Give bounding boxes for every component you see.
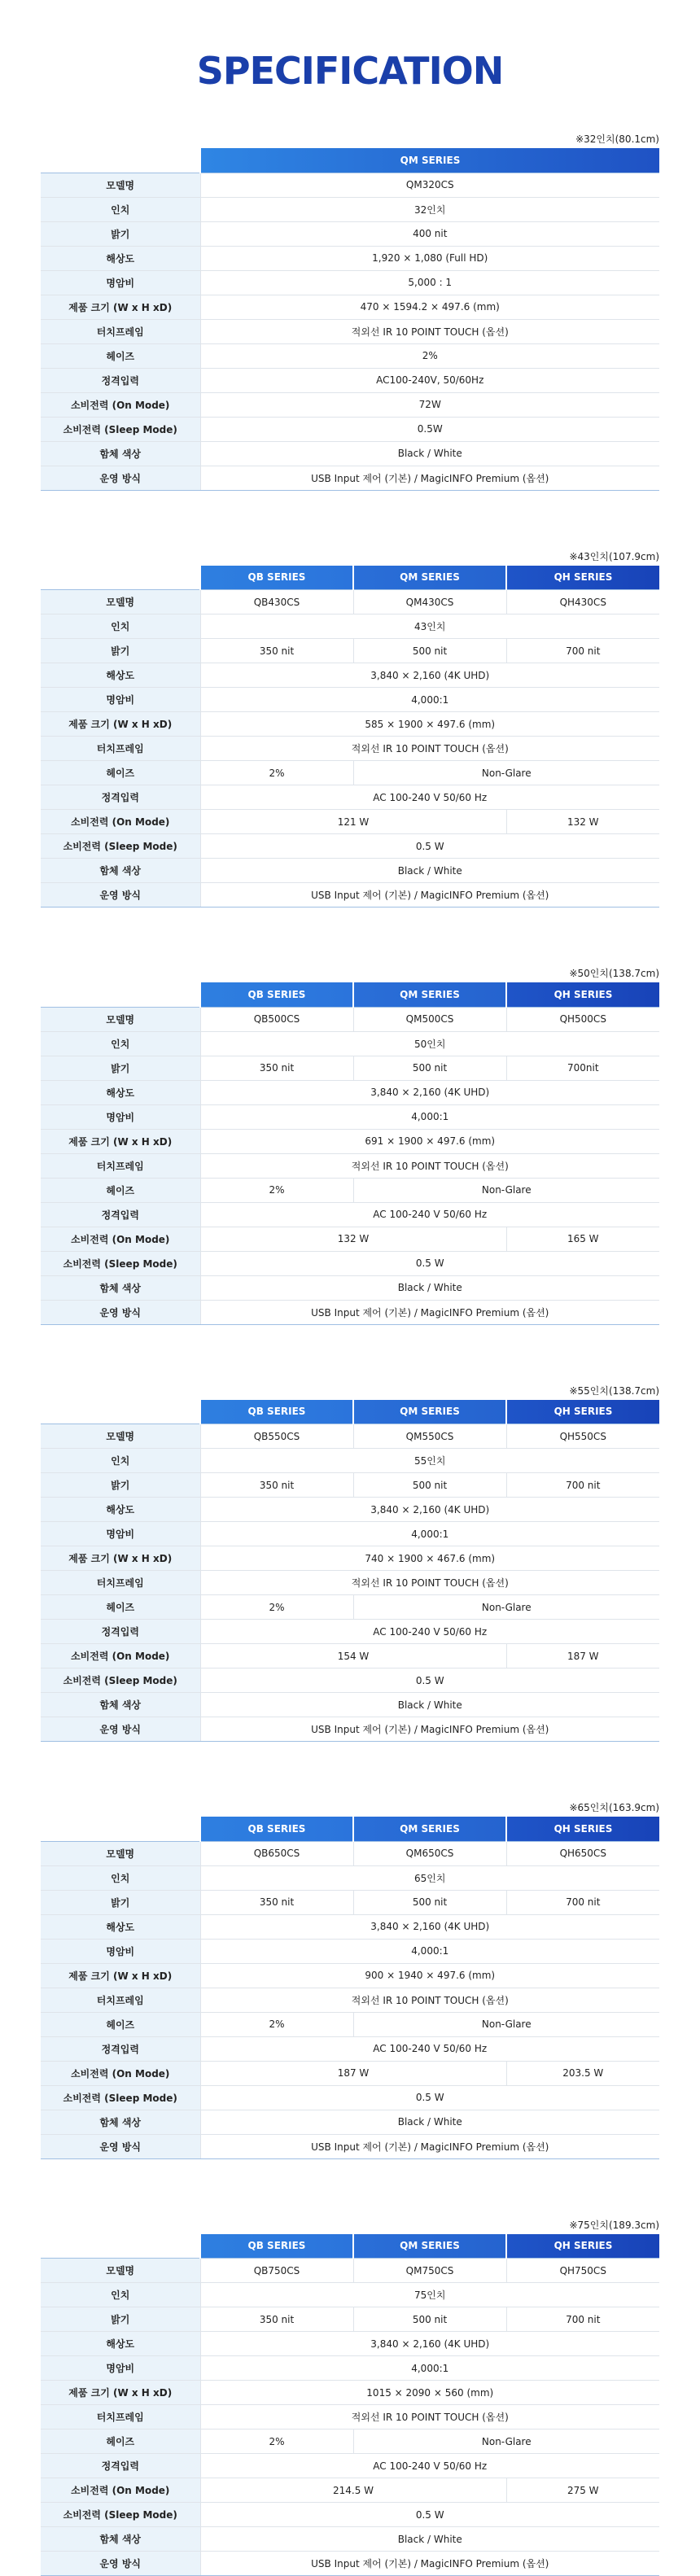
row-label: 헤이즈 <box>41 2012 200 2036</box>
cell-value: 350 nit <box>200 1056 353 1080</box>
cell-value: QB430CS <box>200 590 353 614</box>
header-blank <box>41 1817 200 1841</box>
cell-value: 2% <box>200 1595 353 1620</box>
cell-value: USB Input 제어 (기본) / MagicINFO Premium (옵션) <box>200 1300 659 1324</box>
series-header-qb: QB SERIES <box>200 1817 353 1841</box>
row-label: 함체 색상 <box>41 1693 200 1717</box>
row-label: 모델명 <box>41 1841 200 1865</box>
row-label: 터치프레임 <box>41 1153 200 1178</box>
row-label: 해상도 <box>41 663 200 688</box>
row-label: 함체 색상 <box>41 1275 200 1300</box>
series-header-qb: QB SERIES <box>200 566 353 590</box>
row-label: 모델명 <box>41 1007 200 1031</box>
cell-value: 700nit <box>506 1056 659 1080</box>
spec-table <box>41 566 659 908</box>
row-label: 인치 <box>41 614 200 639</box>
cell-value: USB Input 제어 (기본) / MagicINFO Premium (옵션) <box>200 466 659 490</box>
cell-value: 165 W <box>506 1227 659 1251</box>
row-label: 소비전력 (On Mode) <box>41 810 200 834</box>
cell-value: 132 W <box>200 1227 506 1251</box>
row-label: 헤이즈 <box>41 761 200 785</box>
cell-value: 187 W <box>506 1644 659 1668</box>
row-label: 제품 크기 (W x H xD) <box>41 295 200 319</box>
cell-value: 3,840 × 2,160 (4K UHD) <box>200 2332 659 2356</box>
cell-value: QH650CS <box>506 1841 659 1865</box>
row-label: 명암비 <box>41 1522 200 1546</box>
row-label: 소비전력 (Sleep Mode) <box>41 1251 200 1275</box>
spec-section-32 <box>0 130 700 491</box>
series-header-qb: QB SERIES <box>200 1400 353 1424</box>
cell-value: 691 × 1900 × 497.6 (mm) <box>200 1129 659 1153</box>
cell-value: 72W <box>200 392 659 417</box>
spec-table <box>41 148 659 491</box>
row-label: 소비전력 (Sleep Mode) <box>41 2503 200 2527</box>
cell-value: USB Input 제어 (기본) / MagicINFO Premium (옵션) <box>200 2552 659 2576</box>
cell-value: 적외선 IR 10 POINT TOUCH (옵션) <box>200 319 659 343</box>
series-header-qm: QM SERIES <box>353 566 506 590</box>
cell-value: Non-Glare <box>353 1595 659 1620</box>
row-label: 명암비 <box>41 2356 200 2381</box>
row-label: 밝기 <box>41 1056 200 1080</box>
row-label: 소비전력 (Sleep Mode) <box>41 1668 200 1693</box>
cell-value: 4,000:1 <box>200 1522 659 1546</box>
cell-value: Black / White <box>200 2527 659 2552</box>
cell-value: 75인치 <box>200 2283 659 2307</box>
cell-value: 154 W <box>200 1644 506 1668</box>
row-label: 터치프레임 <box>41 2405 200 2429</box>
page-title: SPECIFICATION <box>0 0 700 130</box>
row-label: 명암비 <box>41 688 200 712</box>
cell-value: 적외선 IR 10 POINT TOUCH (옵션) <box>200 737 659 761</box>
spec-section <box>0 964 700 1325</box>
row-label: 소비전력 (On Mode) <box>41 2061 200 2085</box>
row-label: 소비전력 (On Mode) <box>41 1644 200 1668</box>
cell-value: 350 nit <box>200 2307 353 2332</box>
row-label: 정격입력 <box>41 2036 200 2061</box>
size-note: ※65인치(163.9cm) <box>41 1799 659 1817</box>
row-label: 헤이즈 <box>41 343 200 368</box>
row-label: 소비전력 (On Mode) <box>41 1227 200 1251</box>
row-label: 소비전력 (On Mode) <box>41 392 200 417</box>
cell-value: 500 nit <box>353 1056 506 1080</box>
cell-value: 적외선 IR 10 POINT TOUCH (옵션) <box>200 1988 659 2012</box>
series-header-qh: QH SERIES <box>506 1817 659 1841</box>
header-blank <box>41 2234 200 2259</box>
cell-value: Black / White <box>200 441 659 466</box>
cell-value: 2% <box>200 1178 353 1202</box>
section-gap <box>0 2159 700 2216</box>
cell-value: Black / White <box>200 1693 659 1717</box>
row-label: 밝기 <box>41 1473 200 1498</box>
row-label: 해상도 <box>41 246 200 270</box>
cell-value: 132 W <box>506 810 659 834</box>
row-label: 정격입력 <box>41 368 200 392</box>
cell-value: QM650CS <box>353 1841 506 1865</box>
spec-section <box>0 548 700 908</box>
cell-value: AC 100-240 V 50/60 Hz <box>200 785 659 810</box>
cell-value: AC 100-240 V 50/60 Hz <box>200 2036 659 2061</box>
cell-value: 0.5 W <box>200 834 659 859</box>
size-note: ※75인치(189.3cm) <box>41 2216 659 2234</box>
row-label: 해상도 <box>41 2332 200 2356</box>
row-label: 정격입력 <box>41 1620 200 1644</box>
cell-value: Black / White <box>200 2110 659 2134</box>
spec-table <box>41 1817 659 2159</box>
series-header-qh: QH SERIES <box>506 566 659 590</box>
row-label: 터치프레임 <box>41 1988 200 2012</box>
series-header-qm: QM SERIES <box>353 2234 506 2259</box>
cell-value: 1,920 × 1,080 (Full HD) <box>200 246 659 270</box>
spec-table <box>41 2234 659 2576</box>
cell-value: 121 W <box>200 810 506 834</box>
row-label: 함체 색상 <box>41 2110 200 2134</box>
size-note: ※32인치(80.1cm) <box>41 130 659 148</box>
cell-value: Non-Glare <box>353 2012 659 2036</box>
size-note: ※50인치(138.7cm) <box>41 964 659 982</box>
row-label: 정격입력 <box>41 785 200 810</box>
row-label: 운영 방식 <box>41 883 200 908</box>
cell-value: 2% <box>200 2429 353 2454</box>
series-header-qm: QM SERIES <box>353 1817 506 1841</box>
series-header-qh: QH SERIES <box>506 1400 659 1424</box>
row-label: 운영 방식 <box>41 466 200 490</box>
row-label: 모델명 <box>41 1424 200 1449</box>
cell-value: 적외선 IR 10 POINT TOUCH (옵션) <box>200 2405 659 2429</box>
spec-table <box>41 982 659 1325</box>
row-label: 명암비 <box>41 1939 200 1963</box>
cell-value: 400 nit <box>200 221 659 246</box>
cell-value: QB750CS <box>200 2259 353 2283</box>
row-label: 인치 <box>41 197 200 221</box>
row-label: 해상도 <box>41 1498 200 1522</box>
cell-value: Black / White <box>200 859 659 883</box>
row-label: 소비전력 (On Mode) <box>41 2478 200 2503</box>
row-label: 제품 크기 (W x H xD) <box>41 712 200 737</box>
row-label: 제품 크기 (W x H xD) <box>41 1963 200 1988</box>
spec-section <box>0 1799 700 2159</box>
cell-value: 470 × 1594.2 × 497.6 (mm) <box>200 295 659 319</box>
cell-value: 214.5 W <box>200 2478 506 2503</box>
series-header-qb: QB SERIES <box>200 982 353 1007</box>
cell-value: 43인치 <box>200 614 659 639</box>
cell-value: QB500CS <box>200 1007 353 1031</box>
row-label: 운영 방식 <box>41 1717 200 1742</box>
header-blank <box>41 148 200 173</box>
spec-section <box>0 1382 700 1743</box>
cell-value: AC 100-240 V 50/60 Hz <box>200 1202 659 1227</box>
spec-section <box>0 2216 700 2576</box>
cell-value: 0.5 W <box>200 2503 659 2527</box>
cell-value: 55인치 <box>200 1449 659 1473</box>
cell-value: 740 × 1900 × 467.6 (mm) <box>200 1546 659 1571</box>
series-header-qm: QM SERIES <box>353 1400 506 1424</box>
cell-value: QM500CS <box>353 1007 506 1031</box>
cell-value: 3,840 × 2,160 (4K UHD) <box>200 1080 659 1104</box>
row-label: 인치 <box>41 1031 200 1056</box>
row-label: 모델명 <box>41 590 200 614</box>
row-label: 밝기 <box>41 639 200 663</box>
cell-value: AC 100-240 V 50/60 Hz <box>200 1620 659 1644</box>
row-label: 헤이즈 <box>41 2429 200 2454</box>
row-label: 명암비 <box>41 270 200 295</box>
cell-value: 350 nit <box>200 1890 353 1914</box>
cell-value: 0.5 W <box>200 1668 659 1693</box>
cell-value: 3,840 × 2,160 (4K UHD) <box>200 1914 659 1939</box>
cell-value: 2% <box>200 761 353 785</box>
cell-value: 5,000 : 1 <box>200 270 659 295</box>
row-label: 헤이즈 <box>41 1595 200 1620</box>
cell-value: QH750CS <box>506 2259 659 2283</box>
section-gap <box>0 1742 700 1799</box>
row-label: 명암비 <box>41 1104 200 1129</box>
row-label: 터치프레임 <box>41 319 200 343</box>
spec-table <box>41 1400 659 1743</box>
series-header-qm: QM SERIES <box>353 982 506 1007</box>
cell-value: Non-Glare <box>353 761 659 785</box>
cell-value: Non-Glare <box>353 2429 659 2454</box>
cell-value: 적외선 IR 10 POINT TOUCH (옵션) <box>200 1571 659 1595</box>
row-label: 해상도 <box>41 1080 200 1104</box>
size-note: ※55인치(138.7cm) <box>41 1382 659 1400</box>
size-note: ※43인치(107.9cm) <box>41 548 659 566</box>
row-label: 함체 색상 <box>41 859 200 883</box>
cell-value: USB Input 제어 (기본) / MagicINFO Premium (옵션) <box>200 1717 659 1742</box>
row-label: 운영 방식 <box>41 2552 200 2576</box>
cell-value: Black / White <box>200 1275 659 1300</box>
row-label: 인치 <box>41 1865 200 1890</box>
row-label: 인치 <box>41 2283 200 2307</box>
cell-value: 4,000:1 <box>200 688 659 712</box>
row-label: 밝기 <box>41 221 200 246</box>
cell-value: 0.5W <box>200 417 659 441</box>
cell-value: 500 nit <box>353 639 506 663</box>
series-header-qh: QH SERIES <box>506 2234 659 2259</box>
row-label: 소비전력 (Sleep Mode) <box>41 2085 200 2110</box>
cell-value: 700 nit <box>506 1473 659 1498</box>
cell-value: 32인치 <box>200 197 659 221</box>
row-label: 인치 <box>41 1449 200 1473</box>
row-label: 모델명 <box>41 2259 200 2283</box>
row-label: 헤이즈 <box>41 1178 200 1202</box>
cell-value: 3,840 × 2,160 (4K UHD) <box>200 663 659 688</box>
cell-value: 1015 × 2090 × 560 (mm) <box>200 2381 659 2405</box>
cell-value: 585 × 1900 × 497.6 (mm) <box>200 712 659 737</box>
cell-value: QH550CS <box>506 1424 659 1449</box>
cell-value: QM320CS <box>200 173 659 197</box>
header-blank <box>41 982 200 1007</box>
cell-value: QH430CS <box>506 590 659 614</box>
cell-value: QH500CS <box>506 1007 659 1031</box>
series-header: QM SERIES <box>200 148 659 173</box>
row-label: 터치프레임 <box>41 1571 200 1595</box>
cell-value: 500 nit <box>353 1890 506 1914</box>
row-label: 소비전력 (Sleep Mode) <box>41 834 200 859</box>
cell-value: AC 100-240 V 50/60 Hz <box>200 2454 659 2478</box>
cell-value: Non-Glare <box>353 1178 659 1202</box>
row-label: 모델명 <box>41 173 200 197</box>
cell-value: 500 nit <box>353 1473 506 1498</box>
row-label: 제품 크기 (W x H xD) <box>41 1546 200 1571</box>
cell-value: 350 nit <box>200 639 353 663</box>
cell-value: QB650CS <box>200 1841 353 1865</box>
cell-value: USB Input 제어 (기본) / MagicINFO Premium (옵션) <box>200 2134 659 2158</box>
header-blank <box>41 566 200 590</box>
cell-value: USB Input 제어 (기본) / MagicINFO Premium (옵션) <box>200 883 659 908</box>
row-label: 제품 크기 (W x H xD) <box>41 2381 200 2405</box>
header-blank <box>41 1400 200 1424</box>
cell-value: QB550CS <box>200 1424 353 1449</box>
row-label: 터치프레임 <box>41 737 200 761</box>
row-label: 정격입력 <box>41 1202 200 1227</box>
section-gap <box>0 491 700 548</box>
row-label: 밝기 <box>41 1890 200 1914</box>
cell-value: 2% <box>200 343 659 368</box>
cell-value: QM550CS <box>353 1424 506 1449</box>
cell-value: 2% <box>200 2012 353 2036</box>
cell-value: AC100-240V, 50/60Hz <box>200 368 659 392</box>
cell-value: 0.5 W <box>200 1251 659 1275</box>
row-label: 함체 색상 <box>41 441 200 466</box>
cell-value: 187 W <box>200 2061 506 2085</box>
row-label: 해상도 <box>41 1914 200 1939</box>
cell-value: 4,000:1 <box>200 1939 659 1963</box>
section-gap <box>0 1325 700 1382</box>
cell-value: 700 nit <box>506 2307 659 2332</box>
row-label: 정격입력 <box>41 2454 200 2478</box>
cell-value: 275 W <box>506 2478 659 2503</box>
series-header-qh: QH SERIES <box>506 982 659 1007</box>
section-gap <box>0 908 700 964</box>
cell-value: 3,840 × 2,160 (4K UHD) <box>200 1498 659 1522</box>
cell-value: 50인치 <box>200 1031 659 1056</box>
row-label: 소비전력 (Sleep Mode) <box>41 417 200 441</box>
cell-value: 500 nit <box>353 2307 506 2332</box>
row-label: 밝기 <box>41 2307 200 2332</box>
series-header-qb: QB SERIES <box>200 2234 353 2259</box>
cell-value: 700 nit <box>506 1890 659 1914</box>
cell-value: 700 nit <box>506 639 659 663</box>
cell-value: 65인치 <box>200 1865 659 1890</box>
row-label: 제품 크기 (W x H xD) <box>41 1129 200 1153</box>
cell-value: 0.5 W <box>200 2085 659 2110</box>
cell-value: 4,000:1 <box>200 1104 659 1129</box>
row-label: 함체 색상 <box>41 2527 200 2552</box>
cell-value: 4,000:1 <box>200 2356 659 2381</box>
cell-value: 350 nit <box>200 1473 353 1498</box>
row-label: 운영 방식 <box>41 2134 200 2158</box>
cell-value: 900 × 1940 × 497.6 (mm) <box>200 1963 659 1988</box>
cell-value: 203.5 W <box>506 2061 659 2085</box>
cell-value: QM750CS <box>353 2259 506 2283</box>
cell-value: 적외선 IR 10 POINT TOUCH (옵션) <box>200 1153 659 1178</box>
cell-value: QM430CS <box>353 590 506 614</box>
row-label: 운영 방식 <box>41 1300 200 1324</box>
